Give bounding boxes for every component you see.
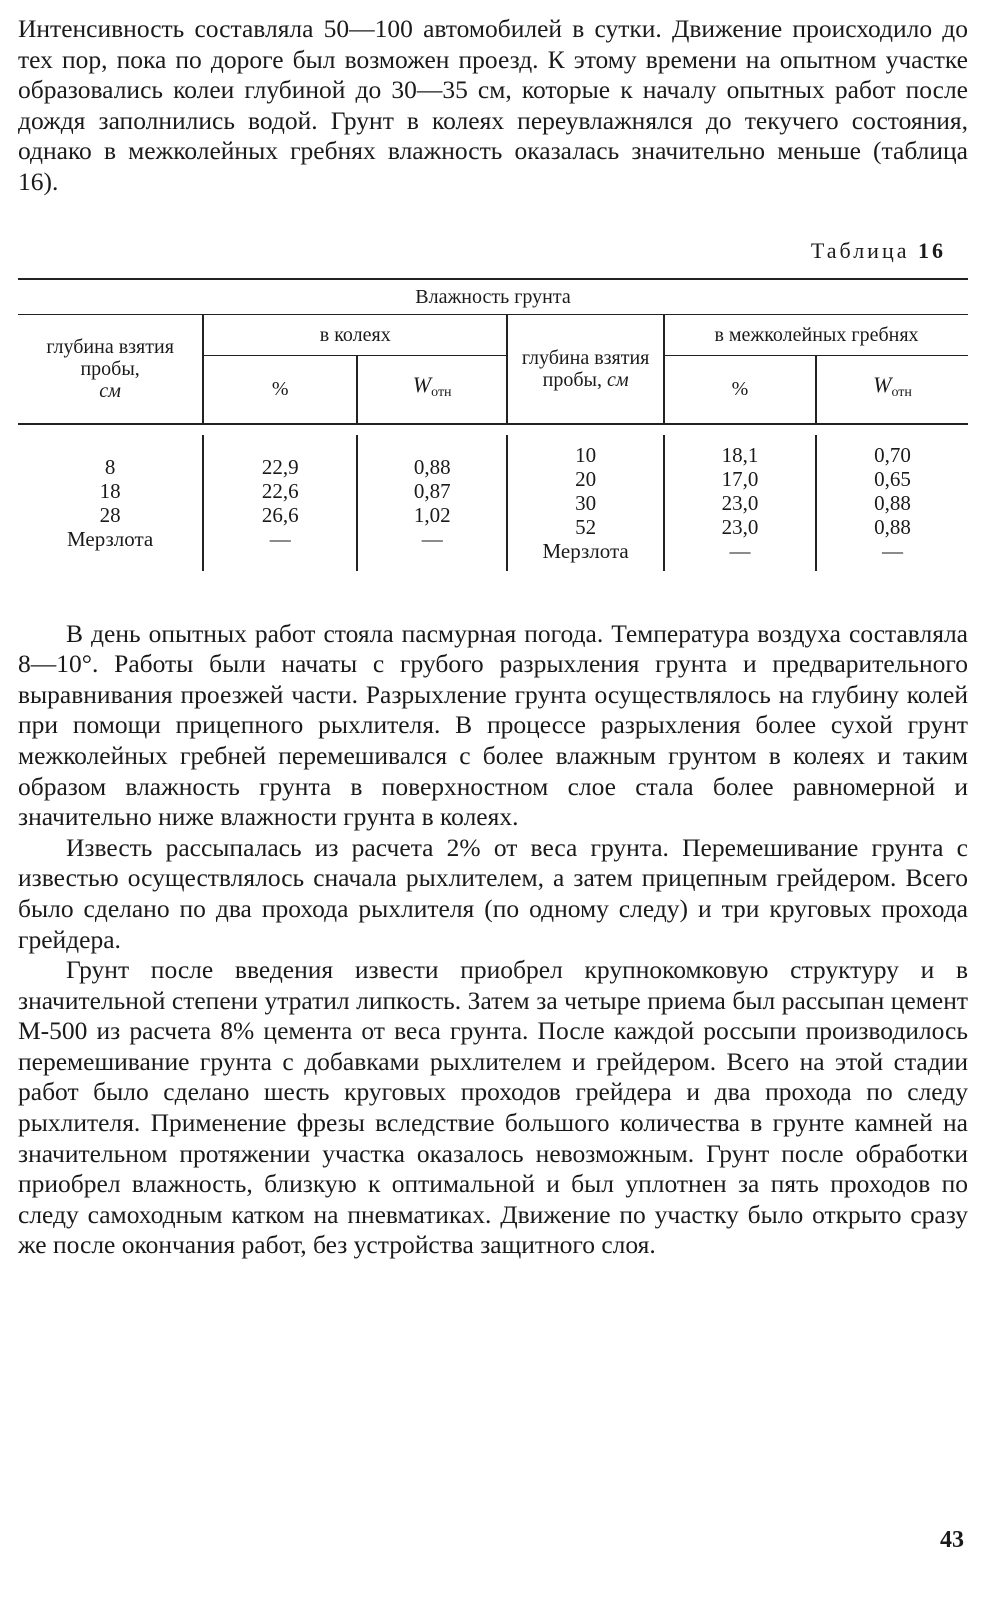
header-ridges: в межколейных гребнях <box>664 314 968 355</box>
column-depth-1 <box>18 435 203 571</box>
table-caption-word: Таблица <box>810 237 910 263</box>
cell: — <box>421 526 443 551</box>
column-w-2 <box>816 435 968 571</box>
column-percent-2 <box>664 435 816 571</box>
cell: 30 <box>575 490 597 515</box>
paragraph-1: Интенсивность составляла 50—100 автомобилей в сутки. Движение происходило до тех пор, пока по дороге был возможен проезд. К этому времени на опытном участке образовались колеи глубиной до 30—35 см, которые к началу опытных работ после дождя заполнились водой. Грунт в колеях переувлажнялся до текучего состояния, однако в межколейных гребнях влажность оказалась значительно меньше (таблица 16). <box>18 14 968 196</box>
cell: 18 <box>99 478 121 503</box>
cell: 52 <box>575 514 597 539</box>
cell: 20 <box>575 466 597 491</box>
cell: — <box>729 538 751 563</box>
header-w-2 <box>816 355 968 423</box>
header-depth-2-text: глубина взятия пробы, <box>521 346 650 391</box>
header-w-1-symbol: W <box>412 372 432 398</box>
cell: 1,02 <box>413 502 451 527</box>
paragraph-3: Известь рассыпалась из расчета 2% от веса грунта. Перемешивание грунта с известью осуществлялось сначала рыхлителем, а затем прицепным грейдером. Всего было сделано по два прохода рыхлителя (по одному следу) и три круговых прохода грейдера. <box>18 832 968 954</box>
cell: 17,0 <box>721 466 759 491</box>
cell: 23,0 <box>721 514 759 539</box>
paragraph-2: В день опытных работ стояла пасмурная погода. Температура воздуха составляла 8—10°. Работы были начаты с грубого разрыхления грунта и предварительного выравнивания проезжей части. Разрыхление грунта осуществлялось на глубину колей при помощи прицепного рыхлителя. В процессе разрыхления более сухой грунт межколейных гребней перемешивался с более влажным грунтом в колеях и таким образом влажность грунта в поверхностном слое стала более равномерной и значительно ниже влажности грунта в колеях. <box>18 618 968 832</box>
table-body <box>18 435 968 571</box>
moisture-table <box>18 278 968 571</box>
header-percent-2: % <box>664 355 816 423</box>
paragraph-4: Грунт после введения извести приобрел крупнокомковую структуру и в значительной степени утратил липкость. Затем за четыре приема был рассыпан цемент М-500 из расчета 8% цемента от веса грунта. После каждой россыпи производилось перемешивание грунта с добавками рыхлителем и грейдером. Всего на этой стадии работ было сделано шесть круговых проходов грейдера и два прохода по следу рыхлителя. Применение фрезы вследствие большого количества в грунте камней на значительном протяжении участка оказалось невозможным. Грунт после обработки приобрел влажность, близкую к оптимальной и был уплотнен за пять проходов по следу самоходным катком на пневматиках. Движение по участку было открыто сразу же после окончания работ, без устройства защитного слоя. <box>18 955 968 1260</box>
cell: 18,1 <box>721 442 759 467</box>
cell: Мерзлота <box>67 526 154 551</box>
cell: 0,70 <box>874 442 911 467</box>
cell: 8 <box>104 454 116 479</box>
table-caption-number: 16 <box>918 237 946 263</box>
header-depth-1-unit: см <box>99 379 121 402</box>
cell: 10 <box>575 442 597 467</box>
cell: 22,6 <box>261 478 299 503</box>
header-w-1 <box>357 355 507 423</box>
header-w-1-sub: отн <box>431 385 452 401</box>
column-percent-1 <box>203 435 357 571</box>
header-percent-1: % <box>203 355 357 423</box>
cell: 0,87 <box>413 478 451 503</box>
table-caption <box>18 238 946 264</box>
header-depth-1 <box>18 314 203 424</box>
cell: 0,88 <box>413 454 451 479</box>
column-depth-2 <box>507 435 664 571</box>
cell: 26,6 <box>261 502 299 527</box>
cell: Мерзлота <box>542 538 629 563</box>
column-w-1 <box>357 435 507 571</box>
cell: 0,88 <box>874 514 911 539</box>
header-w-2-sub: отн <box>891 385 912 401</box>
header-depth-2 <box>507 314 664 424</box>
cell: 23,0 <box>721 490 759 515</box>
cell: — <box>881 538 903 563</box>
cell: 0,88 <box>874 490 911 515</box>
cell: — <box>269 526 291 551</box>
page-number: 43 <box>940 1527 964 1553</box>
header-depth-1-text: глубина взятия пробы, <box>46 335 174 380</box>
cell: 22,9 <box>261 454 299 479</box>
table-title: Влажность грунта <box>18 279 968 315</box>
body-text <box>18 619 968 1261</box>
cell: 28 <box>99 502 121 527</box>
cell: 0,65 <box>874 466 911 491</box>
page-content <box>18 14 968 1261</box>
header-ruts: в колеях <box>203 314 507 355</box>
header-depth-2-unit: см <box>606 368 629 391</box>
header-w-2-symbol: W <box>873 372 892 398</box>
